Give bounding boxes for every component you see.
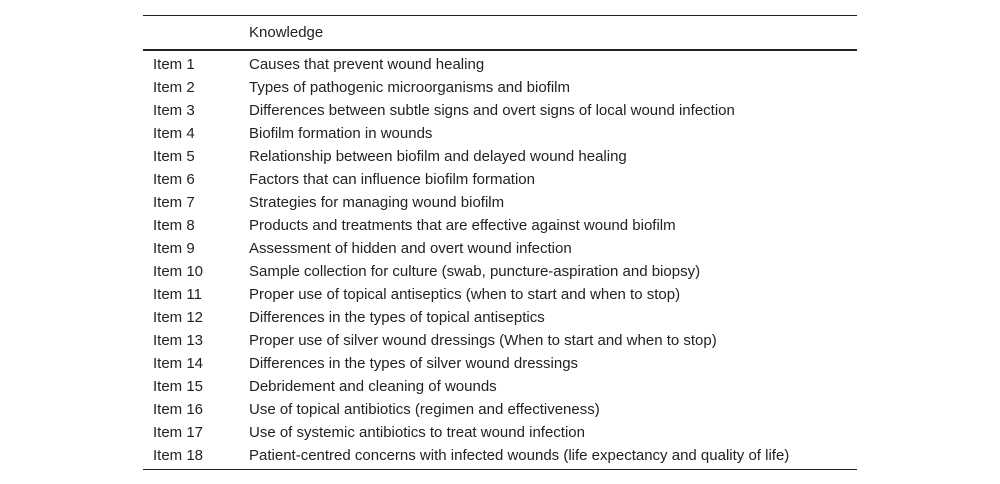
table-row [143,329,857,352]
knowledge-cell: Use of topical antibiotics (regimen and effectiveness) [249,401,600,418]
table-row [143,421,857,444]
knowledge-table [143,15,857,470]
item-cell: Item 5 [153,148,195,165]
item-cell: Item 12 [153,309,204,326]
item-cell: Item 4 [153,125,195,142]
item-cell: Item 6 [153,171,195,188]
item-cell: Item 15 [153,378,204,395]
table-row [143,76,857,99]
table-row [143,122,857,145]
table-row [143,214,857,237]
header-item-column [143,16,249,51]
knowledge-cell: Use of systemic antibiotics to treat wound infection [249,424,585,441]
table-row [143,398,857,421]
knowledge-cell: Proper use of silver wound dressings (When to start and when to stop) [249,332,717,349]
knowledge-cell: Patient-centred concerns with infected wounds (life expectancy and quality of life) [249,447,790,464]
knowledge-cell: Types of pathogenic microorganisms and biofilm [249,79,570,96]
table-row [143,145,857,168]
item-cell: Item 8 [153,217,195,234]
knowledge-cell: Differences in the types of topical antiseptics [249,309,545,326]
table-row [143,283,857,306]
knowledge-cell: Sample collection for culture (swab, puncture-aspiration and biopsy) [249,263,701,280]
item-cell: Item 10 [153,263,204,280]
item-cell: Item 1 [153,56,195,73]
knowledge-cell: Products and treatments that are effective against wound biofilm [249,217,676,234]
knowledge-cell: Differences in the types of silver wound dressings [249,355,579,372]
header-knowledge-column: Knowledge [249,24,324,41]
table-row [143,444,857,470]
knowledge-cell: Assessment of hidden and overt wound infection [249,240,572,257]
table-row [143,50,857,76]
table-row [143,352,857,375]
table-row [143,375,857,398]
table-row [143,191,857,214]
knowledge-cell: Biofilm formation in wounds [249,125,433,142]
header-row [143,16,857,51]
table-row [143,306,857,329]
knowledge-cell: Strategies for managing wound biofilm [249,194,505,211]
item-cell: Item 16 [153,401,204,418]
item-cell: Item 11 [153,286,202,303]
item-cell: Item 2 [153,79,195,96]
knowledge-cell: Causes that prevent wound healing [249,56,485,73]
item-cell: Item 3 [153,102,195,119]
table-body [143,50,857,470]
table-row [143,237,857,260]
item-cell: Item 14 [153,355,204,372]
knowledge-cell: Debridement and cleaning of wounds [249,378,497,395]
knowledge-cell: Differences between subtle signs and overt signs of local wound infection [249,102,735,119]
item-cell: Item 7 [153,194,195,211]
item-cell: Item 18 [153,447,204,464]
table-header [143,16,857,51]
table-row [143,99,857,122]
item-cell: Item 17 [153,424,204,441]
item-cell: Item 9 [153,240,195,257]
knowledge-cell: Proper use of topical antiseptics (when to start and when to stop) [249,286,681,303]
knowledge-table-container [143,15,857,470]
knowledge-cell: Factors that can influence biofilm formation [249,171,535,188]
table-row [143,260,857,283]
item-cell: Item 13 [153,332,204,349]
table-row [143,168,857,191]
knowledge-cell: Relationship between biofilm and delayed wound healing [249,148,627,165]
